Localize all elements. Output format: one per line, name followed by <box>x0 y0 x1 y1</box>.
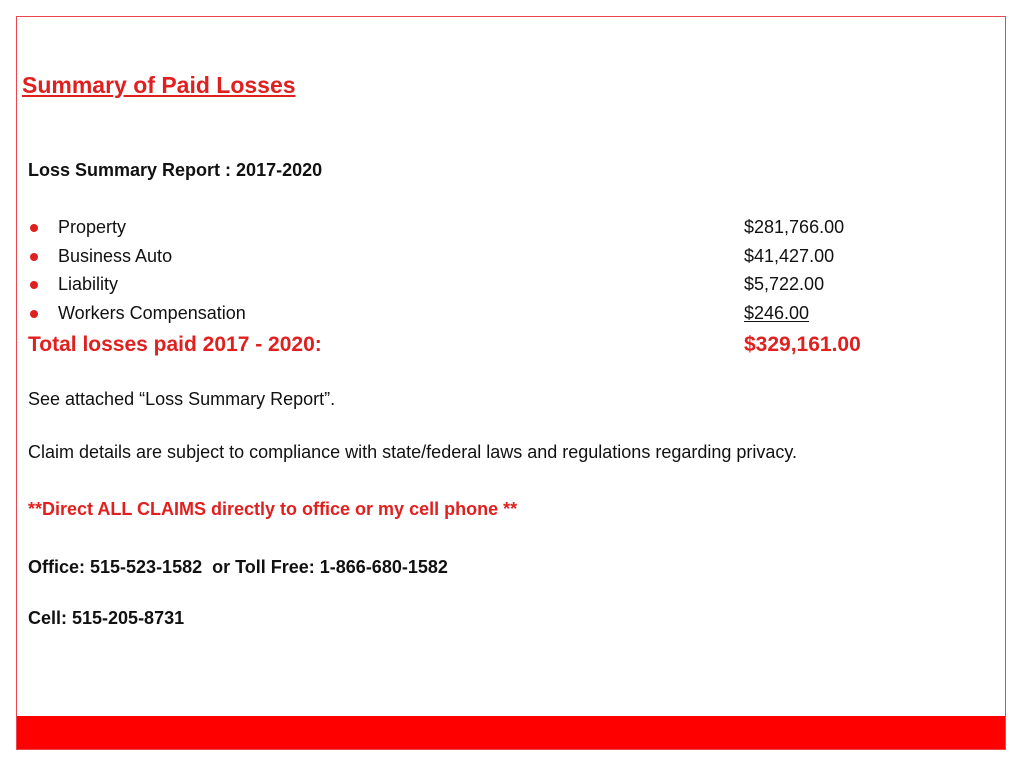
loss-amount: $281,766.00 <box>744 217 845 237</box>
page-title: Summary of Paid Losses <box>22 72 296 98</box>
list-item-workers-compensation <box>28 302 928 331</box>
slide-frame <box>16 16 1006 750</box>
bullet-icon <box>30 224 38 232</box>
bullet-icon <box>30 310 38 318</box>
list-item-property <box>28 216 928 245</box>
bullet-icon <box>30 253 38 261</box>
loss-label: Liability <box>58 274 119 295</box>
loss-amount: $5,722.00 <box>744 274 825 295</box>
total-row <box>28 333 928 363</box>
privacy-note: Claim details are subject to compliance with state/federal laws and regulations regarding privacy. <box>28 442 798 462</box>
footer-bar <box>17 716 1005 749</box>
bullet-icon <box>30 281 38 289</box>
loss-list <box>28 216 928 331</box>
list-item-business-auto <box>28 245 928 274</box>
total-amount: $329,161.00 <box>744 333 861 356</box>
attached-report-note: See attached “Loss Summary Report”. <box>28 389 336 409</box>
loss-label: Workers Compensation <box>58 303 246 324</box>
office-phone: Office: 515-523-1582 or Toll Free: 1-866-680-1582 <box>28 557 448 577</box>
list-item-liability <box>28 273 928 302</box>
total-label: Total losses paid 2017 - 2020: <box>28 333 322 356</box>
direct-claims-notice: **Direct ALL CLAIMS directly to office or my cell phone ** <box>28 499 518 519</box>
loss-label: Property <box>58 217 127 237</box>
report-heading: Loss Summary Report : 2017-2020 <box>28 160 323 180</box>
loss-label: Business Auto <box>58 245 173 266</box>
loss-amount: $41,427.00 <box>744 245 835 266</box>
cell-phone: Cell: 515-205-8731 <box>28 608 185 628</box>
loss-amount: $246.00 <box>744 303 810 324</box>
